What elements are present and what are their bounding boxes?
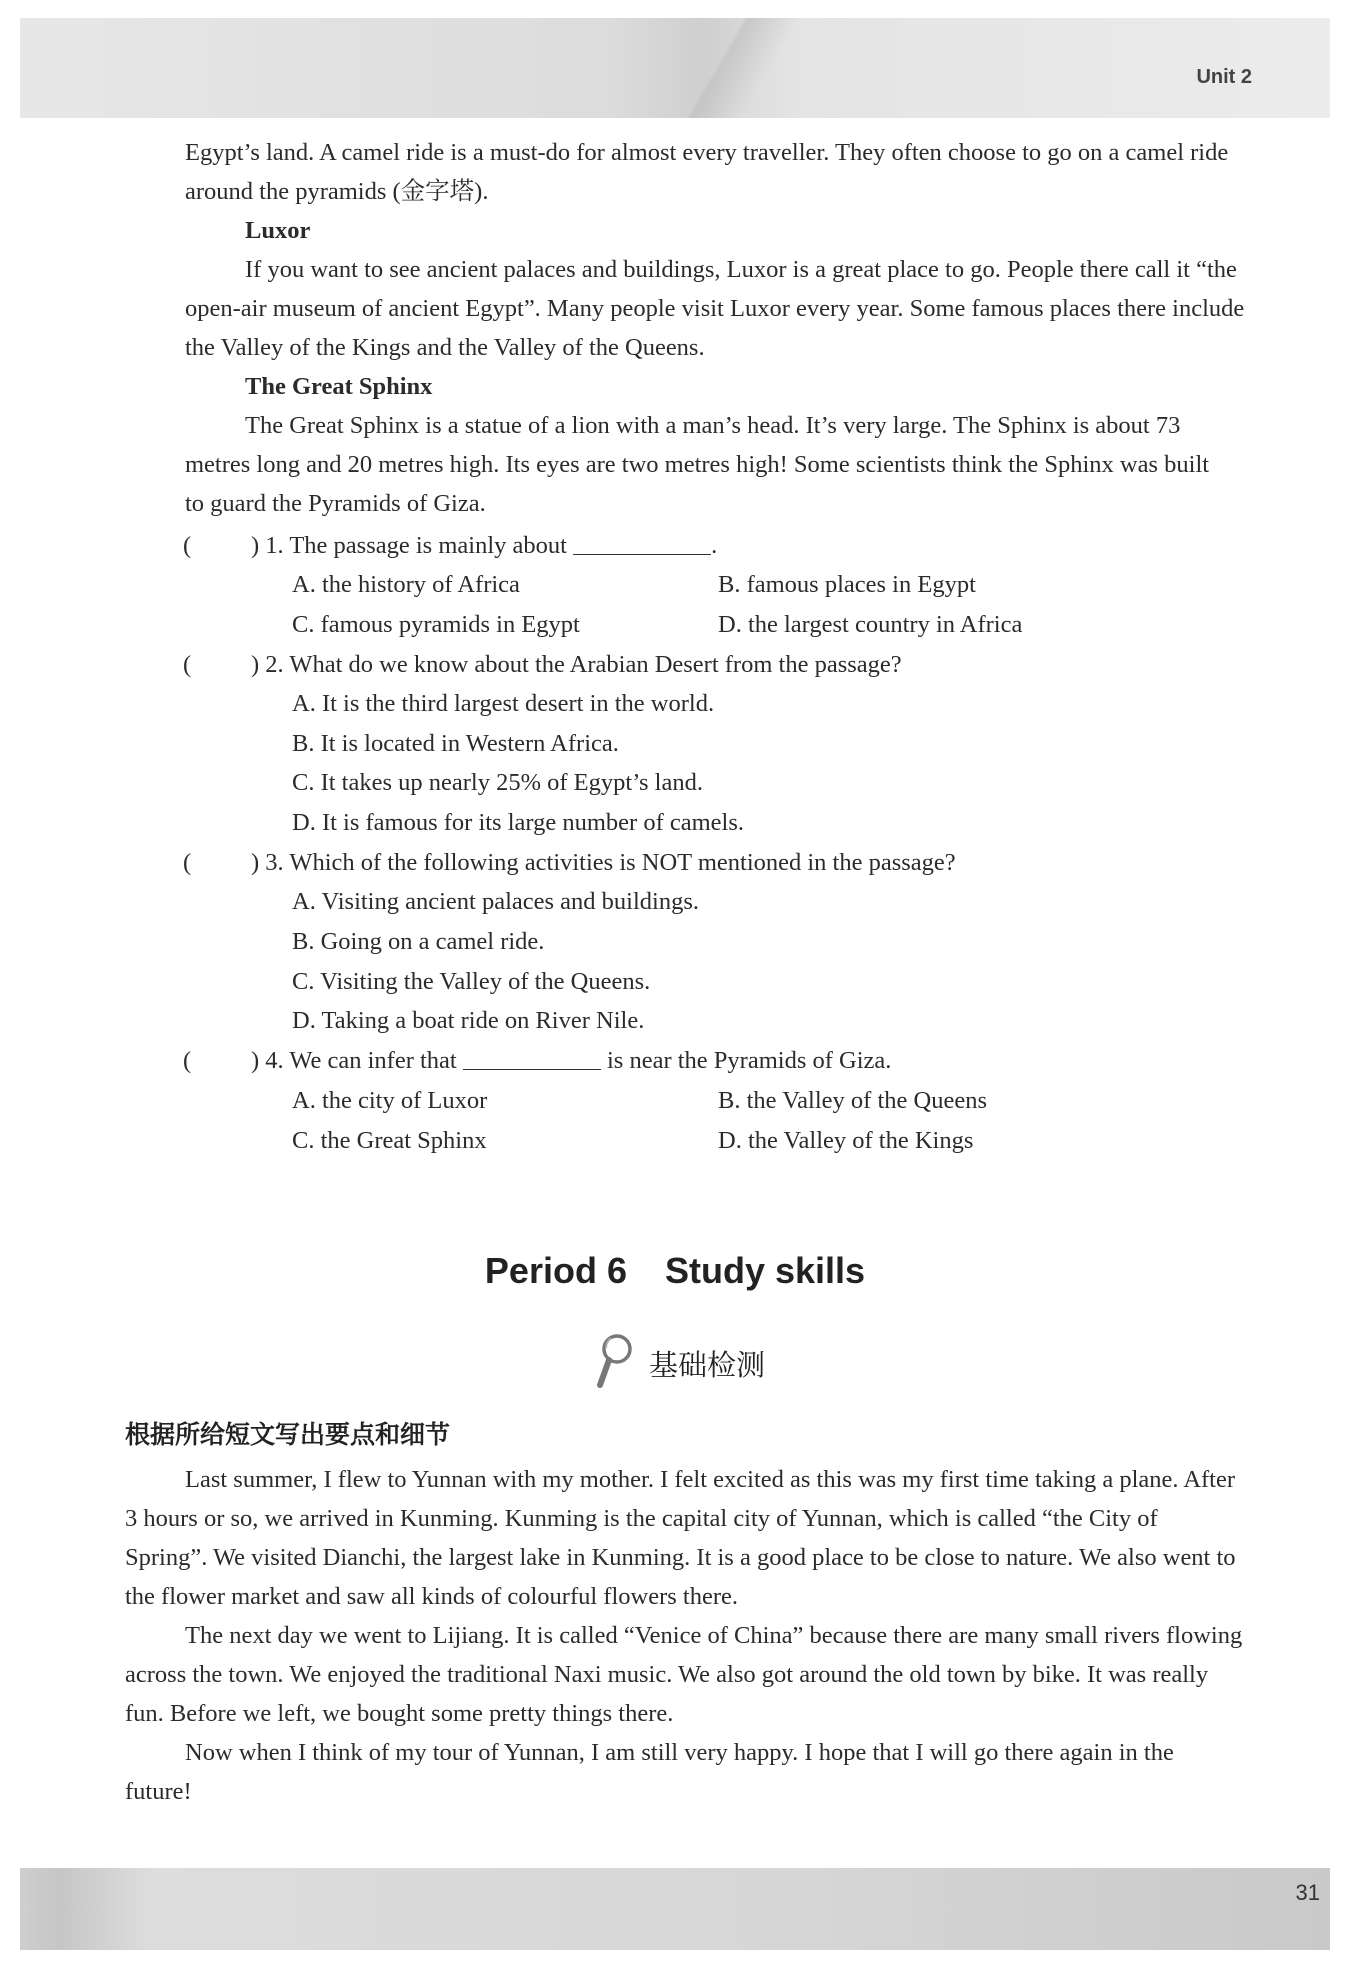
story-paragraph-3: Now when I think of my tour of Yunnan, I am still very happy. I hope that I will go there again in the future! (125, 1739, 1174, 1805)
header-band (20, 18, 1330, 118)
question-1: ( ) 1. The passage is mainly about . (183, 532, 718, 559)
period-number: Period 6 (484, 1250, 627, 1291)
answer-paren[interactable]: ( (183, 651, 192, 678)
option-d[interactable]: D. Taking a boat ride on River Nile. (292, 1007, 645, 1034)
question-4: ( ) 4. We can infer that is near the Pyramids of Giza. (183, 1047, 892, 1074)
story-paragraph-2: The next day we went to Lijiang. It is called “Venice of China” because there are many small rivers flowing across the town. We enjoyed the traditional Naxi music. We also got around the old town by bike. It was really fun. Before we left, we bought some pretty things there. (125, 1622, 1243, 1727)
section-label: 基础检测 (649, 1347, 766, 1382)
option-d[interactable]: D. the Valley of the Kings (718, 1127, 974, 1154)
unit-label: Unit 2 (1196, 66, 1252, 88)
sphinx-paragraph: The Great Sphinx is a statue of a lion with a man’s head. It’s very large. The Sphinx is about 73 metres long and 20 metres high. Its eyes are two metres high! Some scientists think the Sphinx was built to guard the Pyramids of Giza. (185, 412, 1210, 517)
story-passage (125, 1460, 1245, 1811)
option-b[interactable]: B. the Valley of the Queens (718, 1087, 987, 1114)
sphinx-heading: The Great Sphinx (245, 373, 433, 400)
option-b[interactable]: B. Going on a camel ride. (292, 928, 545, 955)
answer-paren[interactable]: ( (183, 1047, 192, 1074)
period-name: Study skills (664, 1250, 866, 1291)
luxor-heading: Luxor (245, 217, 311, 244)
option-c[interactable]: C. Visiting the Valley of the Queens. (292, 968, 651, 995)
option-b[interactable]: B. It is located in Western Africa. (292, 730, 619, 757)
option-b[interactable]: B. famous places in Egypt (718, 571, 976, 598)
footer-band (20, 1868, 1330, 1950)
reading-passage (185, 133, 1255, 523)
question-3-stem: ) 3. Which of the following activities is NOT mentioned in the passage? (251, 849, 956, 876)
question-4-stem: ) 4. We can infer that (251, 1047, 457, 1074)
answer-blank[interactable] (463, 1047, 601, 1070)
question-2 (183, 651, 902, 679)
option-d[interactable]: D. the largest country in Africa (718, 611, 1023, 638)
story-paragraph-1: Last summer, I flew to Yunnan with my mother. I felt excited as this was my first time taking a plane. After 3 hours or so, we arrived in Kunming. Kunming is the capital city of Yunnan, which is called “the City of Spring”. We visited Dianchi, the largest lake in Kunming. It is a good place to be close to nature. We also went to the flower market and saw all kinds of colourful flowers there. (125, 1466, 1236, 1610)
option-a[interactable]: A. the city of Luxor (292, 1087, 488, 1114)
instruction: 根据所给短文写出要点和细节 (125, 1420, 451, 1449)
answer-paren[interactable]: ( (183, 532, 192, 559)
question-3 (183, 849, 956, 877)
question-2-stem: ) 2. What do we know about the Arabian Desert from the passage? (251, 651, 902, 678)
option-c[interactable]: C. It takes up nearly 25% of Egypt’s land. (292, 769, 703, 796)
option-c[interactable]: C. the Great Sphinx (292, 1127, 487, 1154)
page-number: 31 (1295, 1880, 1320, 1905)
option-a[interactable]: A. It is the third largest desert in the world. (292, 690, 715, 717)
period-title (0, 1250, 1350, 1292)
passage-intro: Egypt’s land. A camel ride is a must-do for almost every traveller. They often choose to go on a camel ride around the pyramids (金字塔). (185, 139, 1229, 205)
section-header (595, 1333, 765, 1393)
question-1-stem: ) 1. The passage is mainly about (251, 532, 567, 559)
option-c[interactable]: C. famous pyramids in Egypt (292, 611, 580, 638)
luxor-paragraph: If you want to see ancient palaces and buildings, Luxor is a great place to go. People there call it “the open-air museum of ancient Egypt”. Many people visit Luxor every year. Some famous places there include the Valley of the Kings and the Valley of the Queens. (185, 256, 1245, 361)
option-d[interactable]: D. It is famous for its large number of camels. (292, 809, 745, 836)
answer-blank[interactable] (573, 532, 711, 555)
answer-paren[interactable]: ( (183, 849, 192, 876)
magnifier-icon (595, 1331, 635, 1396)
option-a[interactable]: A. Visiting ancient palaces and buildings. (292, 888, 700, 915)
option-a[interactable]: A. the history of Africa (292, 571, 520, 598)
